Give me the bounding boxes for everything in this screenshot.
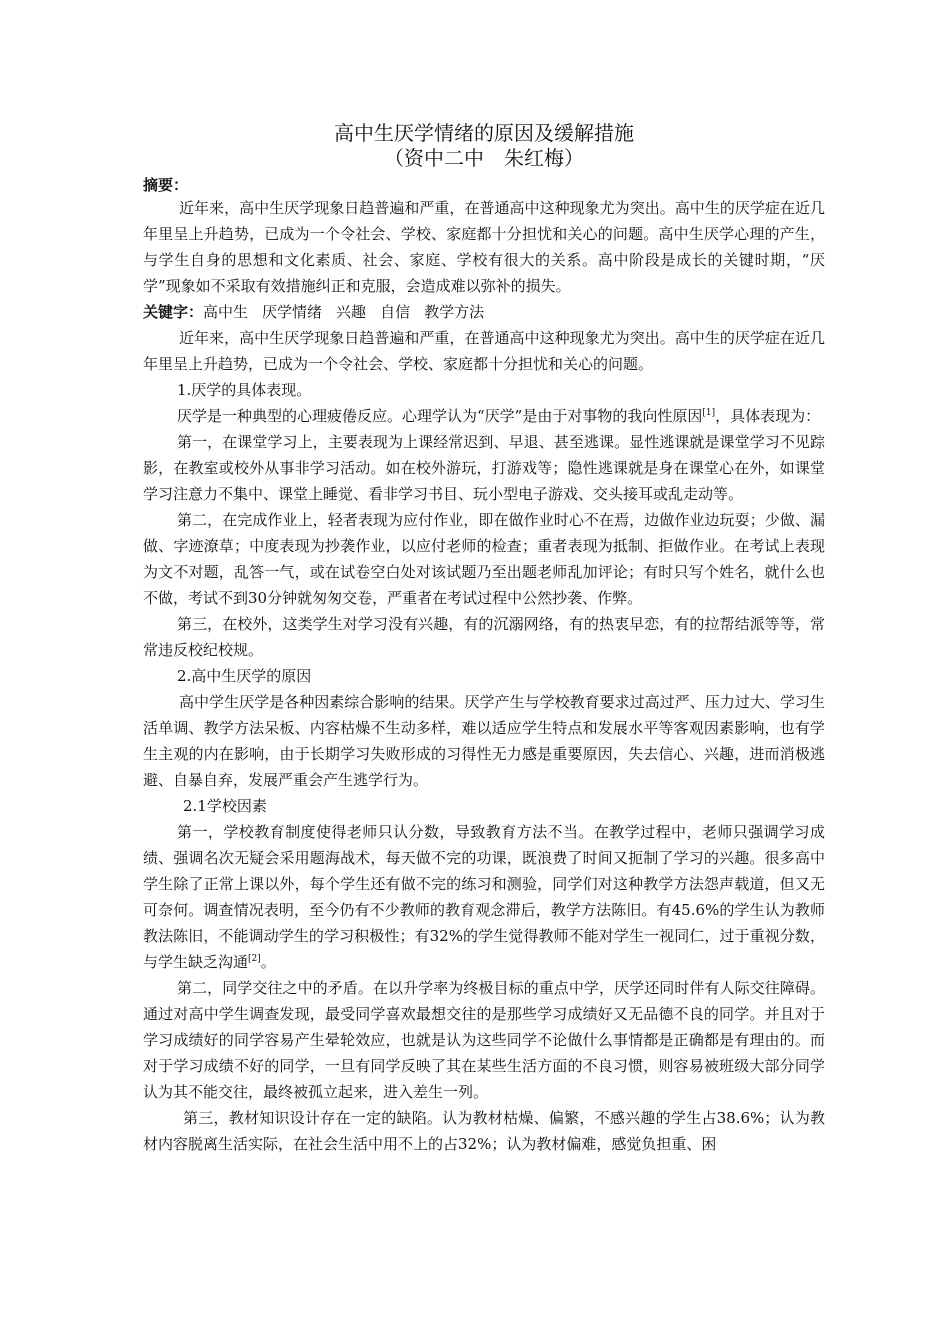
body-paragraph: 第二，在完成作业上，轻者表现为应付作业，即在做作业时心不在焉，边做作业边玩耍；少做、漏做、字迹潦草；中度表现为抄袭作业，以应付老师的检查；重者表现为抵制、拒做作业。在考试上表现为文不对题，乱答一气，或在试卷空白处对该试题乃至出题老师乱加评论；有时只写个姓名，就什么也不做，考试不到30分钟就匆匆交卷，严重者在考试过程中公然抄袭、作弊。 xyxy=(143,511,825,607)
section1-intro xyxy=(143,403,825,429)
section-heading: 1.厌学的具体表现。 xyxy=(177,381,312,399)
keyword: 兴趣 xyxy=(336,303,367,321)
paragraph-text: 第一，学校教育制度使得老师只认分数，导致教育方法不当。在教学过程中，老师只强调学习成绩、强调名次无疑会采用题海战术，每天做不完的功课，既浪费了时间又扼制了学习的兴趣。很多高中学生除了正常上课以外，每个学生还有做不完的练习和测验，同学们对这种教学方法怨声载道，但又无可奈何。调查情况表明，至今仍有不少教师的教育观念滞后，教学方法陈旧。有45.6%的学生认为教师教法陈旧，不能调动学生的学习积极性；有32%的学生觉得教师不能对学生一视同仁，过于重视分数，与学生缺乏沟通 xyxy=(143,823,825,971)
page-title: 高中生厌学情绪的原因及缓解措施 xyxy=(334,121,634,145)
keywords-label: 关键字： xyxy=(143,303,204,321)
keyword: 高中生 xyxy=(203,303,249,321)
subsection-heading: 2.1学校因素 xyxy=(183,797,267,815)
reference-marker: [1] xyxy=(702,408,716,418)
abstract-label: 摘要： xyxy=(143,176,189,194)
body-paragraph xyxy=(143,819,825,975)
body-paragraph: 第二，同学交往之中的矛盾。在以升学率为终极目标的重点中学，厌学还同时伴有人际交往障碍。通过对高中学生调查发现，最受同学喜欢最想交往的是那些学习成绩好又无品德不良的同学。并且对于学习成绩好的同学容易产生晕轮效应，也就是认为这些同学不论做什么事情都是正确都是有理由的。而对于学习成绩不好的同学，一旦有同学反映了其在某些生活方面的不良习惯，则容易被班级大部分同学认为其不能交往，最终被孤立起来，进入差生一列。 xyxy=(143,979,825,1101)
abstract-paragraph: 近年来，高中生厌学现象日趋普遍和严重，在普通高中这种现象尤为突出。高中生的厌学症在近几年里呈上升趋势，已成为一个令社会、学校、家庭都十分担忧和关心的问题。高中生厌学心理的产生，与学生自身的思想和文化素质、社会、家庭、学校有很大的关系。高中阶段是成长的关键时期，“厌学”现象如不采取有效措施纠正和克服，会造成难以弥补的损失。 xyxy=(143,199,825,295)
keyword: 教学方法 xyxy=(424,303,485,321)
author-line: （资中二中 朱红梅） xyxy=(384,146,584,170)
body-paragraph: 高中学生厌学是各种因素综合影响的结果。厌学产生与学校教育要求过高过严、压力过大、学习生活单调、教学方法呆板、内容枯燥不生动多样，难以适应学生特点和发展水平等客观因素影响，也有学生主观的内在影响，由于长期学习失败形成的习得性无力感是重要原因，失去信心、兴趣，进而消极逃避、自暴自弃，发展严重会产生逃学行为。 xyxy=(143,693,825,789)
section-heading: 2.高中生厌学的原因 xyxy=(177,667,312,685)
body-paragraph: 第三，在校外，这类学生对学习没有兴趣，有的沉溺网络，有的热衷早恋，有的拉帮结派等等，常常违反校纪校规。 xyxy=(143,615,825,659)
section1-intro-text: 厌学是一种典型的心理疲倦反应。心理学认为“厌学”是由于对事物的我向性原因 xyxy=(177,407,703,425)
body-paragraph: 第三，教材知识设计存在一定的缺陷。认为教材枯燥、偏繁，不感兴趣的学生占38.6%；认为教材内容脱离生活实际，在社会生活中用不上的占32%；认为教材偏难，感觉负担重、困 xyxy=(143,1109,825,1153)
document-page xyxy=(143,120,825,1157)
keyword: 自信 xyxy=(380,303,411,321)
intro-paragraph: 近年来，高中生厌学现象日趋普遍和严重，在普通高中这种现象尤为突出。高中生的厌学症在近几年里呈上升趋势，已成为一个令社会、学校、家庭都十分担忧和关心的问题。 xyxy=(143,329,825,373)
reference-marker: [2] xyxy=(248,954,261,964)
keywords-line xyxy=(143,299,825,325)
paragraph-tail: 。 xyxy=(260,953,276,971)
section1-intro-tail: ，具体表现为： xyxy=(715,407,821,425)
body-paragraph: 第一，在课堂学习上，主要表现为上课经常迟到、早退、甚至逃课。显性逃课就是课堂学习不见踪影，在教室或校外从事非学习活动。如在校外游玩，打游戏等；隐性逃课就是身在课堂心在外，如课堂学习注意力不集中、课堂上睡觉、看非学习书目、玩小型电子游戏、交头接耳或乱走动等。 xyxy=(143,433,825,503)
keyword: 厌学情绪 xyxy=(262,303,323,321)
